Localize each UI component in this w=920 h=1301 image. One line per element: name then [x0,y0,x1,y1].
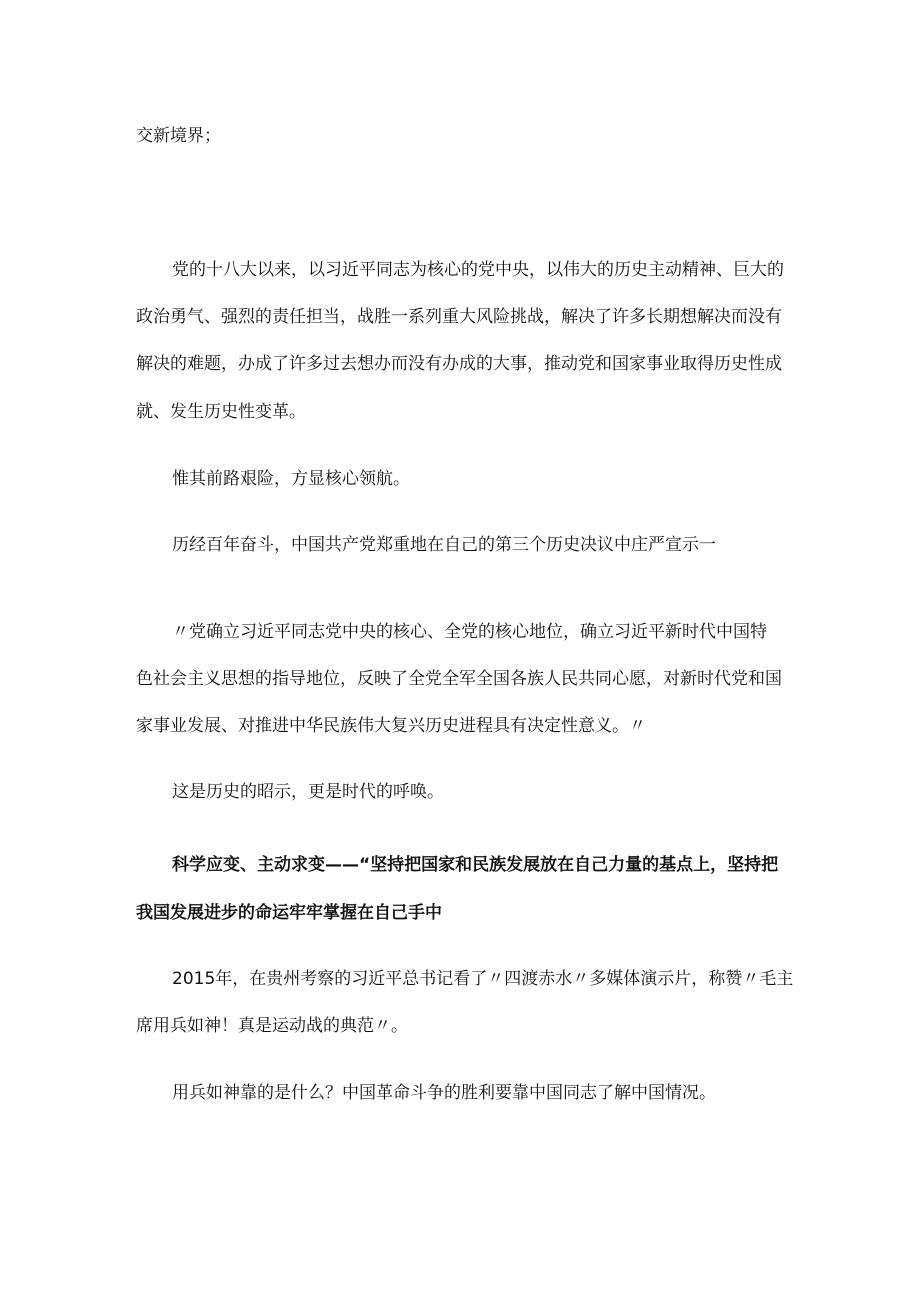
section-heading-line: 我国发展进步的命运牢牢掌握在自己手中 [136,903,442,923]
paragraph-line: 交新境界； [136,126,221,146]
paragraph-line: 历经百年奋斗，中国共产党郑重地在自己的第三个历史决议中庄严宣示一 [172,535,716,555]
paragraph-line: 就、发生历史性变革。 [136,402,306,422]
paragraph-line: 这是历史的昭示，更是时代的呼唤。 [172,782,444,802]
paragraph-line: 惟其前路艰险，方显核心领航。 [172,469,410,489]
paragraph-line: 政治勇气、强烈的责任担当，战胜一系列重大风险挑战，解决了许多长期想解决而没有 [136,307,782,327]
paragraph-line: 席用兵如神！真是运动战的典范〃。 [136,1016,408,1036]
paragraph-line: 用兵如神靠的是什么？中国革命斗争的胜利要靠中国同志了解中国情况。 [172,1083,716,1103]
quote-line: 家事业发展、对推进中华民族伟大复兴历史进程具有决定性意义。〃 [136,716,646,736]
quote-line: 色社会主义思想的指导地位，反映了全党全军全国各族人民共同心愿，对新时代党和国 [136,669,782,689]
quote-line: 〃党确立习近平同志党中央的核心、全党的核心地位，确立习近平新时代中国特 [172,622,767,642]
paragraph-line: 2015年，在贵州考察的习近平总书记看了〃四渡赤水〃多媒体演示片，称赞〃毛主 [172,969,794,989]
paragraph-line: 解决的难题，办成了许多过去想办而没有办成的大事，推动党和国家事业取得历史性成 [136,354,782,374]
paragraph-line: 党的十八大以来，以习近平同志为核心的党中央，以伟大的历史主动精神、巨大的 [172,260,784,280]
section-heading-line: 科学应变、主动求变——“坚持把国家和民族发展放在自己力量的基点上，坚持把 [172,855,779,875]
